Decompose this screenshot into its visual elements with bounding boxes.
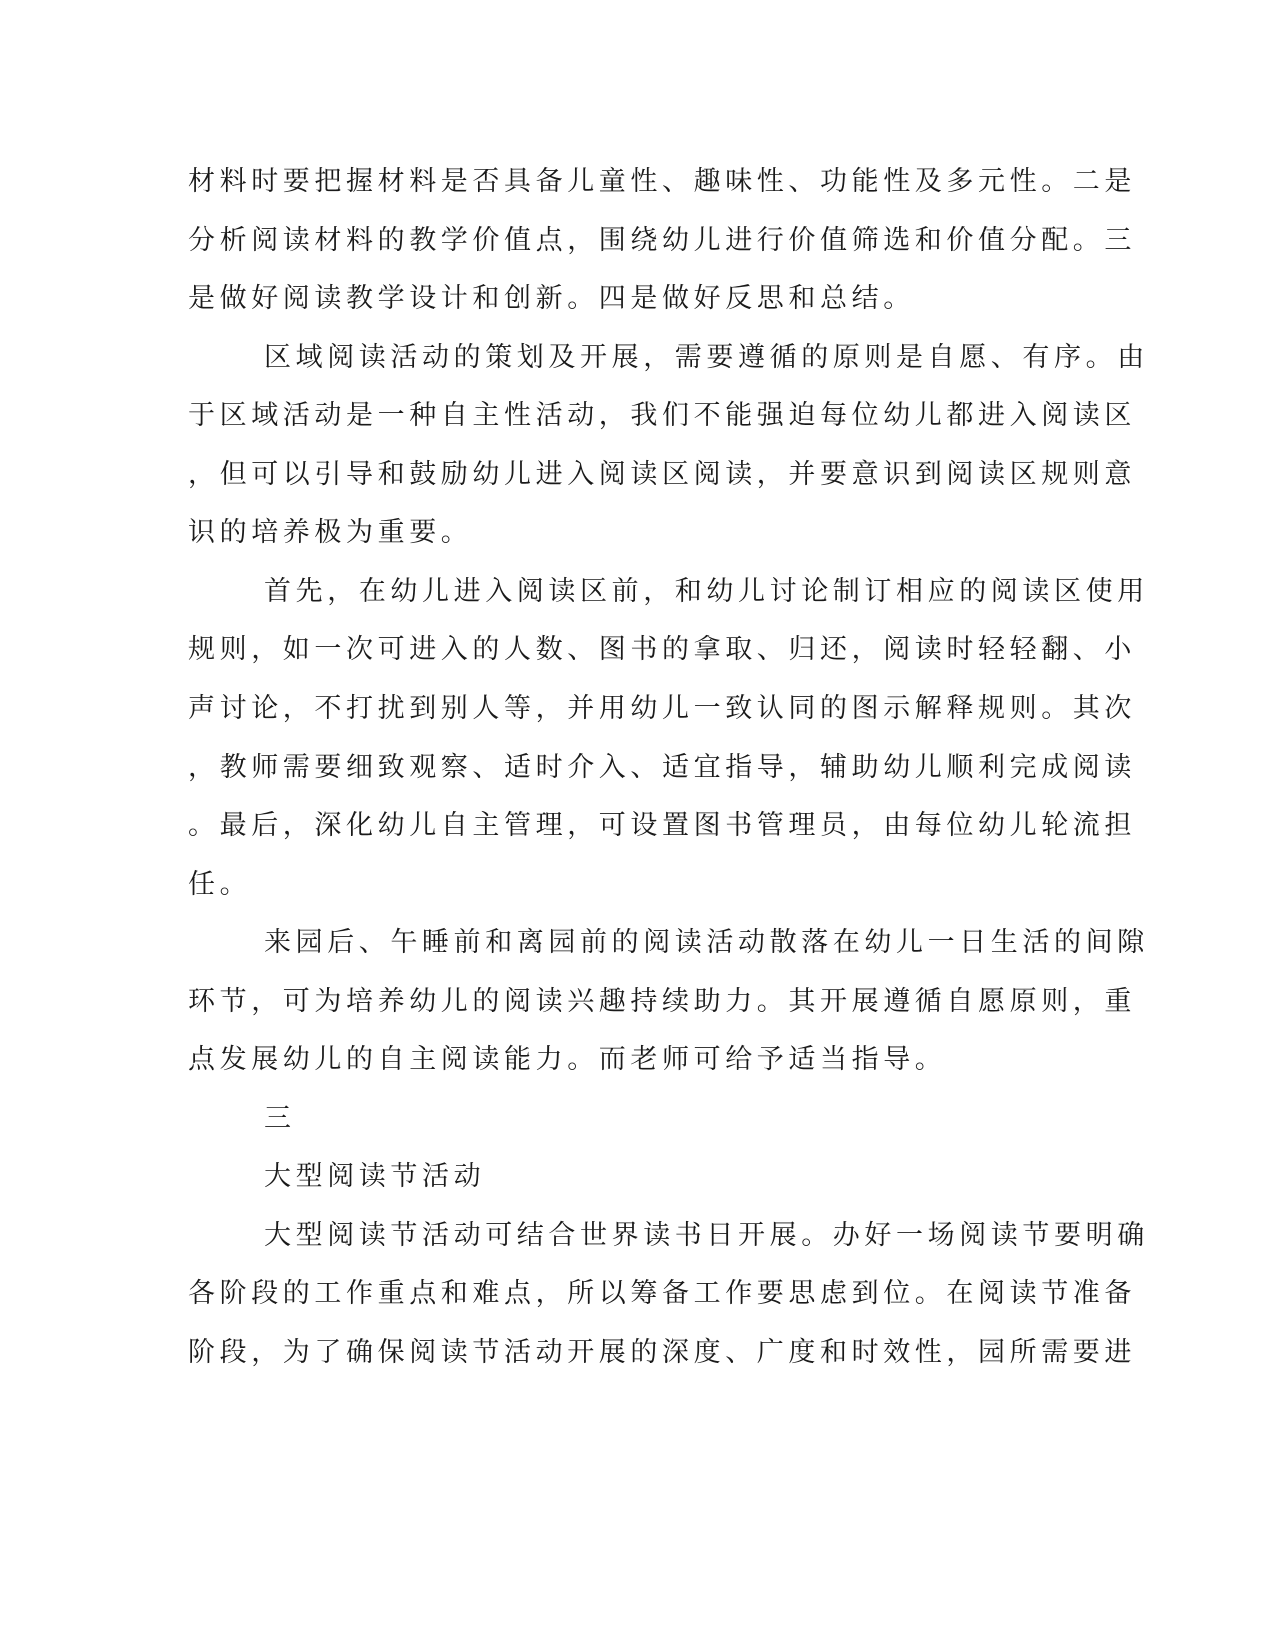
text-line: 大型阅读节活动可结合世界读书日开展。办好一场阅读节要明确 — [264, 1220, 1149, 1251]
text-line: 规则，如一次可进入的人数、图书的拿取、归还，阅读时轻轻翻、小 — [188, 634, 1136, 665]
text-line: 于区域活动是一种自主性活动，我们不能强迫每位幼儿都进入阅读区 — [188, 400, 1136, 431]
section-number: 三 — [264, 1103, 296, 1134]
text-line: 来园后、午睡前和离园前的阅读活动散落在幼儿一日生活的间隙 — [264, 927, 1149, 958]
text-line: 阶段，为了确保阅读节活动开展的深度、广度和时效性，园所需要进 — [188, 1337, 1136, 1368]
text-line: 各阶段的工作重点和难点，所以筹备工作要思虑到位。在阅读节准备 — [188, 1278, 1136, 1309]
section-heading: 大型阅读节活动 — [264, 1161, 486, 1192]
text-line: 任。 — [188, 869, 252, 900]
text-line: 区域阅读活动的策划及开展，需要遵循的原则是自愿、有序。由 — [264, 342, 1149, 373]
text-line: 环节，可为培养幼儿的阅读兴趣持续助力。其开展遵循自愿原则，重 — [188, 986, 1136, 1017]
text-line: 点发展幼儿的自主阅读能力。而老师可给予适当指导。 — [188, 1044, 947, 1075]
text-line: 是做好阅读教学设计和创新。四是做好反思和总结。 — [188, 283, 915, 314]
text-line: 声讨论，不打扰到别人等，并用幼儿一致认同的图示解释规则。其次 — [188, 693, 1136, 724]
text-line: 识的培养极为重要。 — [188, 517, 473, 548]
text-line: 材料时要把握材料是否具备儿童性、趣味性、功能性及多元性。二是 — [188, 166, 1136, 197]
text-line: ，但可以引导和鼓励幼儿进入阅读区阅读，并要意识到阅读区规则意 — [188, 459, 1136, 490]
text-line: 。最后，深化幼儿自主管理，可设置图书管理员，由每位幼儿轮流担 — [188, 810, 1136, 841]
text-line: ，教师需要细致观察、适时介入、适宜指导，辅助幼儿顺利完成阅读 — [188, 752, 1136, 783]
text-line: 分析阅读材料的教学价值点，围绕幼儿进行价值筛选和价值分配。三 — [188, 225, 1136, 256]
text-line: 首先，在幼儿进入阅读区前，和幼儿讨论制订相应的阅读区使用 — [264, 576, 1149, 607]
